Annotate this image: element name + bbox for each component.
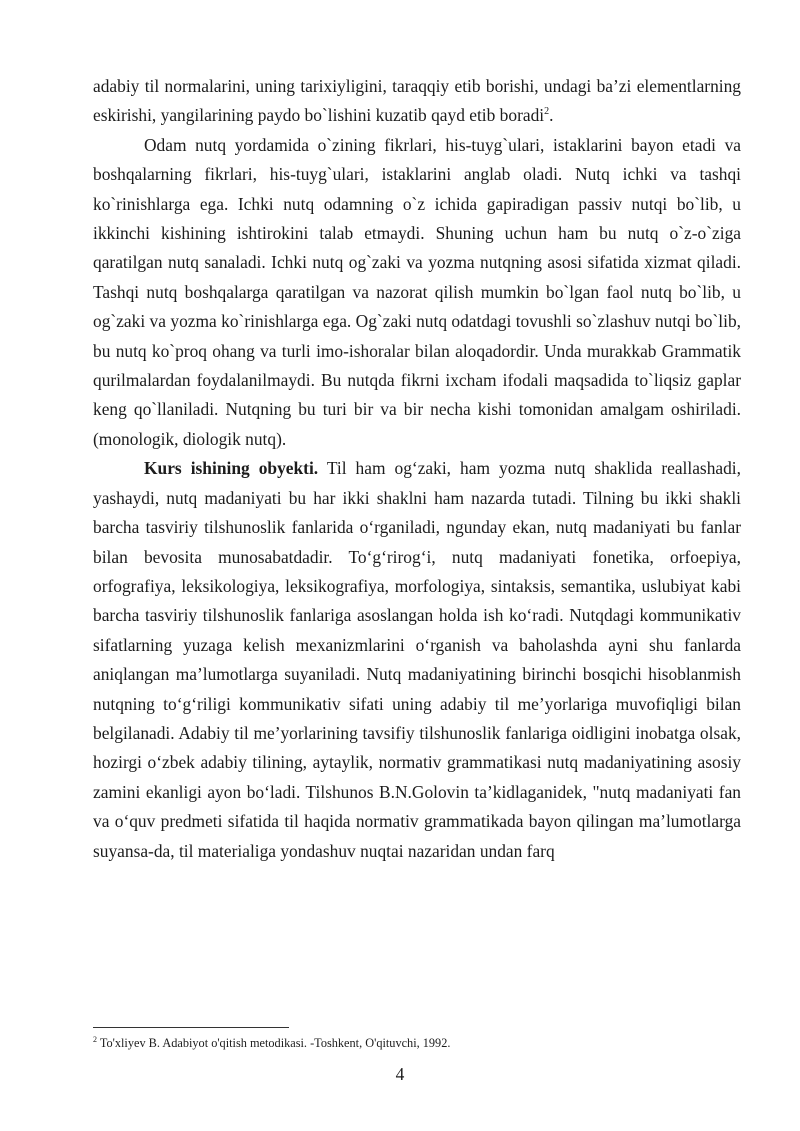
footnote-text: To'xliyev B. Adabiyot o'qitish metodikasi. -Toshkent, O'qituvchi, 1992. — [97, 1036, 451, 1050]
footnote — [93, 1035, 741, 1051]
footnote-divider — [93, 1027, 289, 1028]
footnote-reference[interactable]: 2 — [544, 106, 550, 118]
paragraph-2: Odam nutq yordamida o`zining fikrlari, his-tuyg`ulari, istaklarini bayon etadi va boshqalarning fikrlari, his-tuyg`ulari, istaklarini anglab oladi. Nutq ichki va tashqi ko`rinishlarga ega. Ichki nutq odamning o`z ichida gapiradigan passiv nutqi bo`lib, u ikkinchi kishining ishtirokini talab etmaydi. Shuning uchun ham bu nutq o`z-o`ziga qaratilgan nutq sanaladi. Ichki nutq og`zaki va yozma nutqning asosi sifatida xizmat qiladi. Tashqi nutq boshqalarga qaratilgan va nazorat qilish mumkin bo`lgan faol nutq bo`lib, u og`zaki va yozma ko`rinishlarga ega. Og`zaki nutq odatdagi tovushli so`zlashuv nutqi bo`lib, bu nutq ko`proq ohang va turli imo-ishoralar bilan aloqadordir. Unda murakkab Grammatik qurilmalardan foydalanilmaydi. Bu nutqda fikrni ixcham ifodali maqsadida to`liqsiz gaplar keng qo`llaniladi. Nutqning bu turi bir va bir necha kishi tomonidan amalgam oshiriladi. (monologik, diologik nutq). — [93, 134, 741, 449]
paragraph-1-end: . — [549, 105, 554, 126]
paragraph-3-text: Til ham og‘zaki, ham yozma nutq shaklida reallashadi, yashaydi, nutq madaniyati bu har ikki shaklni ham nazarda tutadi. Tilning bu ikki shakli barcha tasviriy tilshunoslik fanlarida o‘rganiladi, ngunday ekan, nutq madaniyati bu fanlar bilan bevosita munosabatdadir. To‘g‘rirog‘i, nutq madaniyati fonetika, orfoepiya, orfografiya, leksikologiya, leksikografiya, morfologiya, sintaksis, semantika, uslubiyat kabi barcha tasviriy tilshunoslik fanlariga asoslangan holda ish ko‘radi. Nutqdagi kommunikativ sifatlarning yuzaga kelish mexanizmlarini o‘rganish va baholashda ayni shu fanlarda aniqlangan ma’lumotlarga suyaniladi. Nutq madaniyatining birinchi bosqichi hisoblanmish nutqning to‘g‘riligi kommunikativ sifati uning adabiy til me’yorlariga muvofiqligi bilan belgilanadi. Adabiy til me’yorlarining tavsifiy tilshunoslik fanlariga oidligini inobatga olsak, hozirgi o‘zbek adabiy tilining, aytaylik, normativ grammatikasi nutq madaniyatining asosiy zamini ekanligi ayon bo‘ladi. Tilshunos B.N.Golovin ta’kidlaganidek, "nutq madaniyati fan va o‘quv predmeti sifatida til haqida normativ grammatikada bayon qilingan ma’lumotlarga suyansa-da, til materialiga yondashuv nuqtai nazaridan undan farq — [93, 458, 741, 861]
body-text — [93, 72, 741, 866]
footnote-number: 2 — [93, 1034, 97, 1044]
paragraph-3 — [93, 454, 741, 866]
section-heading: Kurs ishining obyekti. — [144, 458, 319, 479]
paragraph-1-text: adabiy til normalarini, uning tarixiyligini, taraqqiy etib borishi, undagi ba’zi elementlarning eskirishi, yangilarining paydo bo`lishini kuzatib qayd etib boradi — [93, 76, 741, 126]
paragraph-1 — [93, 72, 741, 131]
page-number: 4 — [395, 1064, 405, 1084]
